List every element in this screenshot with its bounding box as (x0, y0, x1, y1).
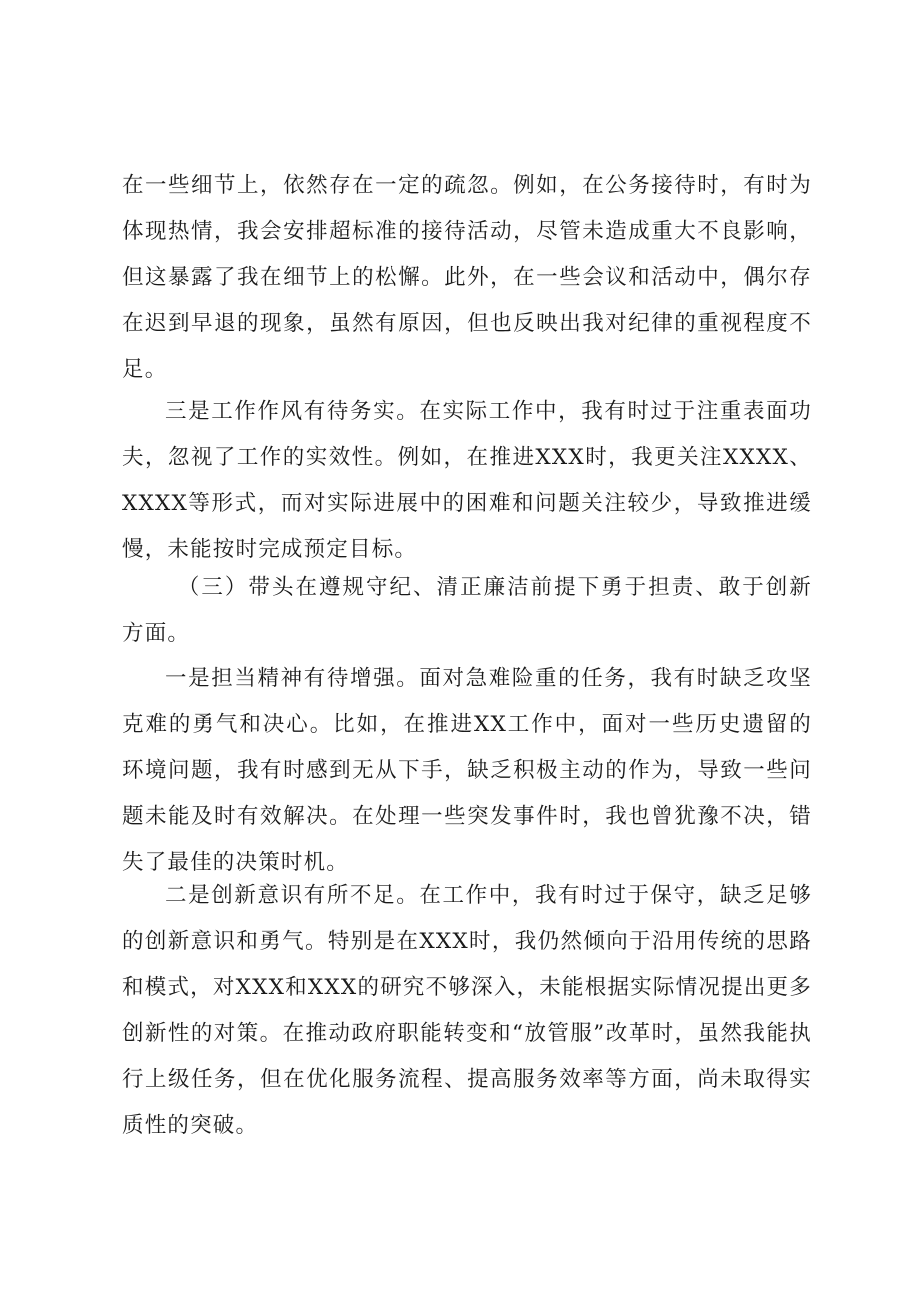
text-block-section-heading (122, 565, 812, 657)
text-block-item-two (122, 873, 812, 1149)
text-block-item-one (122, 656, 812, 886)
paragraph-continuation: 在一些细节上，依然存在一定的疏忽。例如，在公务接待时，有时为体现热情，我会安排超标准的接待活动，尽管未造成重大不良影响，但这暴露了我在细节上的松懈。此外，在一些会议和活动中，偶尔存在迟到早退的现象，虽然有原因，但也反映出我对纪律的重视程度不足。 (122, 173, 812, 382)
text-block-top (122, 163, 812, 393)
paragraph-item-one: 一是担当精神有待增强。面对急难险重的任务，我有时缺乏攻坚克难的勇气和决心。比如，在推进XX工作中，面对一些历史遗留的环境问题，我有时感到无从下手，缺乏积极主动的作为，导致一些问题未能及时有效解决。在处理一些突发事件时，我也曾犹豫不决，错失了最佳的决策时机。 (122, 666, 812, 875)
paragraph-item-three: 三是工作作风有待务实。在实际工作中，我有时过于注重表面功夫，忽视了工作的实效性。例如，在推进XXX时，我更关注XXXX、XXXX等形式，而对实际进展中的困难和问题关注较少，导致推进缓慢，未能按时完成预定目标。 (122, 399, 812, 562)
text-block-item-three (122, 389, 812, 573)
paragraph-item-two: 二是创新意识有所不足。在工作中，我有时过于保守，缺乏足够的创新意识和勇气。特别是在XXX时，我仍然倾向于沿用传统的思路和模式，对XXX和XXX的研究不够深入，未能根据实际情况提出更多创新性的对策。在推动政府职能转变和“放管服”改革时，虽然我能执行上级任务，但在优化服务流程、提高服务效率等方面，尚未取得实质性的突破。 (122, 883, 812, 1138)
section-heading: （三）带头在遵规守纪、清正廉洁前提下勇于担责、敢于创新方面。 (122, 575, 812, 646)
